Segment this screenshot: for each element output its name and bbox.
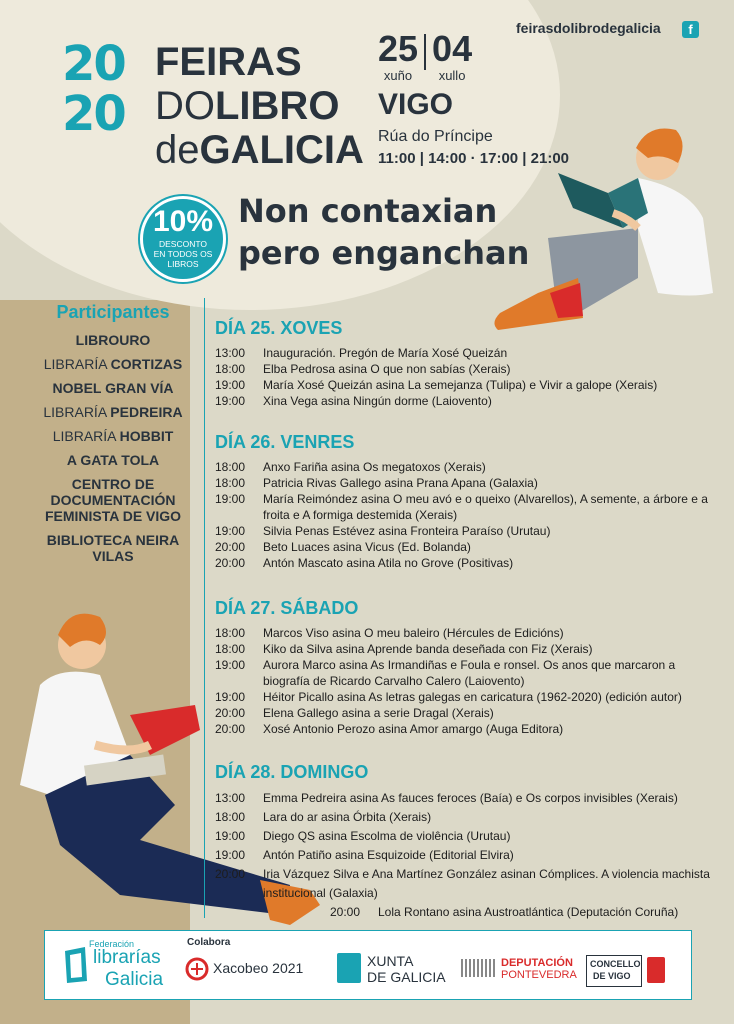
- year-logo: [62, 36, 162, 142]
- event-row: 20:00 Xosé Antonio Perozo asina Amor amargo (Auga Editora): [215, 722, 564, 736]
- vigo-coat-of-arms-icon: [647, 957, 665, 983]
- concello-vigo-logo: CONCELLO DE VIGO: [586, 955, 642, 987]
- event-row: 18:00 Patricia Rivas Gallego asina Prana Apana (Galaxia): [215, 476, 538, 490]
- participant-item: LIBRARÍA PEDREIRA: [43, 404, 183, 420]
- opening-hours: 11:00 | 14:00 · 17:00 | 21:00: [378, 150, 570, 167]
- event-row: 20:00 Iria Vázquez Silva e Ana Martínez González asinan Cómplices. A violencia machista institucional (Galaxia): [215, 867, 710, 900]
- book-icon: [61, 945, 91, 985]
- event-row: 18:00 Lara do ar asina Órbita (Xerais): [215, 810, 432, 824]
- participant-item: LIBROURO: [75, 332, 151, 348]
- event-row: 19:00 Xina Vega asina Ningún dorme (Laiovento): [215, 394, 492, 408]
- event-row: 20:00 Antón Mascato asina Atila no Grove (Positivas): [215, 556, 514, 570]
- participant-item: NOBEL GRAN VÍA: [52, 380, 174, 396]
- day-title: DÍA 28. DOMINGO: [215, 762, 369, 782]
- participant-item: A GATA TOLA: [66, 452, 160, 468]
- event-title: [155, 40, 364, 172]
- event-row: 18:00 Kiko da Silva asina Aprende banda deseñada con Fiz (Xerais): [215, 642, 593, 656]
- event-row: 18:00 Marcos Viso asina O meu baleiro (Hércules de Edicións): [215, 626, 564, 640]
- year-top: 20: [62, 36, 125, 92]
- title-line-3a: de: [155, 128, 200, 172]
- date-start: 25: [378, 28, 419, 69]
- event-dates: [378, 30, 472, 83]
- event-row: 19:00 Antón Patiño asina Esquizoide (Editorial Elvira): [215, 848, 514, 862]
- discount-badge: [140, 196, 226, 282]
- event-row: 18:00 Elba Pedrosa asina O que non sabías (Xerais): [215, 362, 511, 376]
- schedule-divider: [204, 298, 205, 918]
- date-end-month: xullo: [438, 68, 466, 83]
- title-line-2b: LIBRO: [215, 84, 340, 128]
- participants-list: [38, 302, 188, 572]
- discount-line-1: DESCONTO: [158, 239, 208, 249]
- event-row: 19:00 María Xosé Queizán asina La semejanza (Tulipa) e Vivir a galope (Xerais): [215, 378, 658, 392]
- event-row: 19:00 Aurora Marco asina As Irmandiñas e Foula e ronsel. Os anos que marcaron a biografía de Ricardo Carvalho Calero (Laiovento): [215, 658, 676, 688]
- event-row: 13:00 Emma Pedreira asina As fauces feroces (Baía) e Os corpos invisibles (Xerais): [215, 791, 678, 805]
- discount-line-3: LIBROS: [167, 259, 199, 269]
- sponsors-footer: Federación librarías Galicia Colabora Xacobeo 2021 XUNTA DE GALICIA DEPUTACIÓN PONTEVEDRA CONCELLO DE VIGO: [44, 930, 692, 1000]
- slogan: [238, 190, 529, 274]
- day-section: [215, 598, 715, 737]
- participant-item: BIBLIOTECA NEIRA VILAS: [46, 532, 180, 564]
- event-row: 19:00 María Reimóndez asina O meu avó e o queixo (Alvarellos), A semente, a árbore e a froita e A formiga destemida (Xerais): [215, 492, 708, 522]
- discount-line-2: EN TODOS OS: [153, 249, 213, 259]
- facebook-icon[interactable]: f: [682, 21, 699, 38]
- participant-item: LIBRARÍA HOBBIT: [52, 428, 174, 444]
- event-row: 18:00 Anxo Fariña asina Os megatoxos (Xerais): [215, 460, 486, 474]
- day-section: [215, 318, 715, 409]
- event-row: 19:00 Diego QS asina Escolma de violência (Urutau): [215, 829, 511, 843]
- title-line-1: FEIRAS: [155, 40, 302, 84]
- title-line-3b: GALICIA: [199, 128, 364, 172]
- deputacion-grid-icon: [461, 959, 497, 977]
- slogan-line-1: Non contaxian: [238, 192, 498, 230]
- title-line-2a: DO: [155, 84, 215, 128]
- xacobeo-shell-icon: [185, 957, 209, 981]
- slogan-line-2: pero enganchan: [238, 234, 530, 272]
- day-title: DÍA 25. XOVES: [215, 318, 343, 338]
- street: Rúa do Príncipe: [378, 128, 493, 145]
- colabora-label: Colabora: [187, 937, 231, 948]
- date-end: 04: [432, 28, 473, 69]
- event-row: 20:00 Elena Gallego asina a serie Dragal (Xerais): [215, 706, 494, 720]
- participants-heading: Participantes: [56, 302, 170, 322]
- participant-item: LIBRARÍA CORTIZAS: [43, 356, 183, 372]
- event-row: 19:00 Héitor Picallo asina As letras galegas en caricatura (1962-2020) (edición autor): [215, 690, 682, 704]
- day-title: DÍA 26. VENRES: [215, 432, 355, 452]
- event-row: 13:00 Inauguración. Pregón de María Xosé Queizán: [215, 346, 508, 360]
- event-row: 20:00 Lola Rontano asina Austroatlántica (Deputación Coruña): [330, 905, 679, 919]
- year-bottom: 20: [62, 86, 125, 142]
- date-start-month: xuño: [383, 68, 413, 83]
- event-row: 19:00 Silvia Penas Estévez asina Fronteira Paraíso (Urutau): [215, 524, 551, 538]
- day-section: [215, 762, 715, 922]
- discount-percent: 10%: [152, 205, 214, 238]
- participant-item: CENTRO DE DOCUMENTACIÓN FEMINISTA DE VIGO: [44, 476, 182, 524]
- website-link[interactable]: feirasdolibrodegalicia: [516, 20, 661, 36]
- day-title: DÍA 27. SÁBADO: [215, 598, 359, 618]
- city: VIGO: [378, 88, 454, 121]
- event-row: 20:00 Beto Luaces asina Vicus (Ed. Bolanda): [215, 540, 471, 554]
- xunta-shield-icon: [337, 953, 361, 983]
- day-section: [215, 432, 715, 571]
